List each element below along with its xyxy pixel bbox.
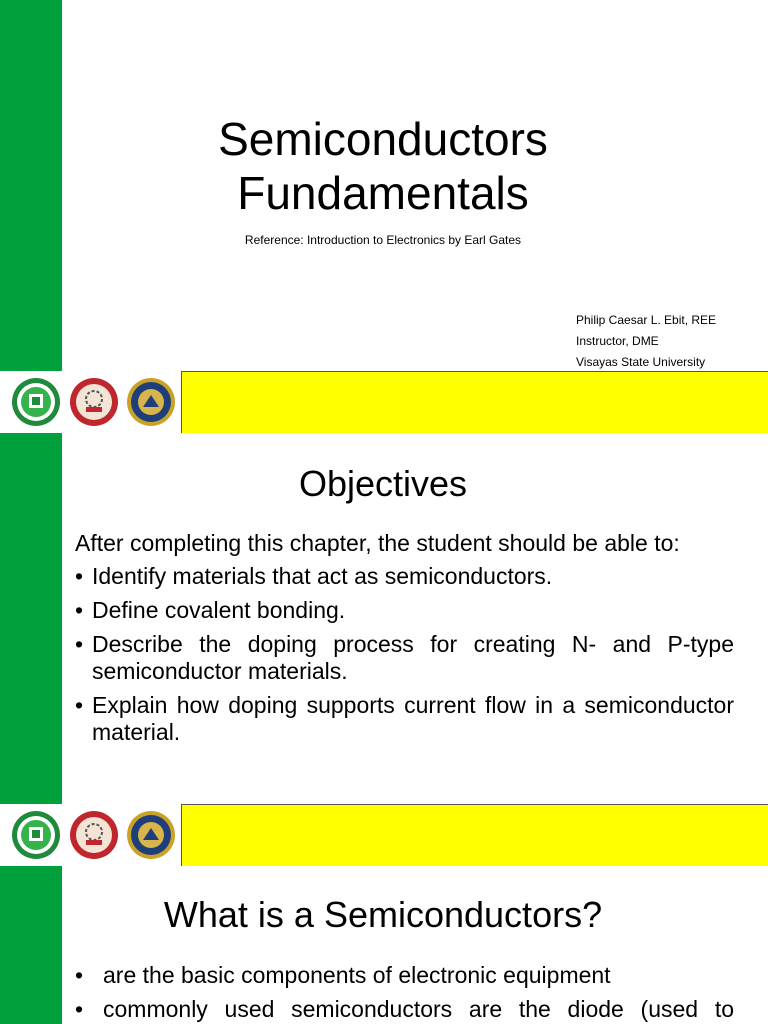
list-item [75, 994, 734, 1024]
reference-text: Reference: Introduction to Electronics by Earl Gates [244, 233, 522, 247]
semiconductor-list [75, 960, 734, 1024]
bullet-dot: • [75, 631, 84, 657]
list-item [75, 631, 734, 685]
bullet-dot: • [75, 597, 84, 623]
slide-what-is-heading: What is a Semiconductors? [163, 894, 603, 935]
list-item [75, 960, 734, 990]
accent-yellow-bar [181, 371, 768, 434]
list-item-text: Identify materials that act as semiconductors. [92, 563, 553, 589]
accent-yellow-bar [181, 804, 768, 867]
bullet-dot: • [75, 996, 84, 1022]
bullet-dot: • [75, 692, 84, 718]
list-item [75, 597, 734, 624]
slide-title-heading [150, 112, 616, 220]
logo-strip [0, 804, 768, 866]
list-item-text: Define covalent bonding. [92, 597, 346, 623]
accent-green-bar [0, 0, 62, 372]
department-seal-icon [126, 810, 176, 860]
author-name: Philip Caesar L. Ebit, REE [576, 313, 717, 327]
author-position: Instructor, DME [576, 334, 659, 348]
objectives-list [75, 563, 734, 746]
title-line-1: Semiconductors [218, 113, 548, 165]
engineering-college-seal-icon [69, 377, 119, 427]
vsu-seal-icon [11, 377, 61, 427]
title-line-2: Fundamentals [237, 167, 529, 219]
objectives-intro: After completing this chapter, the student should be able to: [75, 530, 680, 556]
department-seal-icon [126, 377, 176, 427]
bullet-dot: • [75, 962, 84, 988]
bullet-dot: • [75, 563, 84, 589]
list-item [75, 563, 734, 590]
slide-objectives [0, 433, 768, 805]
author-institution: Visayas State University [576, 355, 706, 369]
slide-what-is-semiconductor [0, 866, 768, 1024]
list-item [75, 692, 734, 746]
slide-title [0, 0, 768, 372]
vsu-seal-icon [11, 810, 61, 860]
slide-objectives-heading: Objectives [298, 463, 468, 504]
author-block [576, 310, 716, 372]
accent-green-bar [0, 866, 62, 1024]
accent-green-bar [0, 433, 62, 805]
list-item-text: Explain how doping supports current flow in a semiconductor material. [92, 692, 734, 745]
list-item-text: commonly used semiconductors are the diode (used to [103, 996, 734, 1022]
list-item-text: Describe the doping process for creating N- and P-type semiconductor materials. [92, 631, 734, 684]
list-item-text: are the basic components of electronic equipment [103, 962, 611, 988]
engineering-college-seal-icon [69, 810, 119, 860]
logo-strip [0, 371, 768, 433]
